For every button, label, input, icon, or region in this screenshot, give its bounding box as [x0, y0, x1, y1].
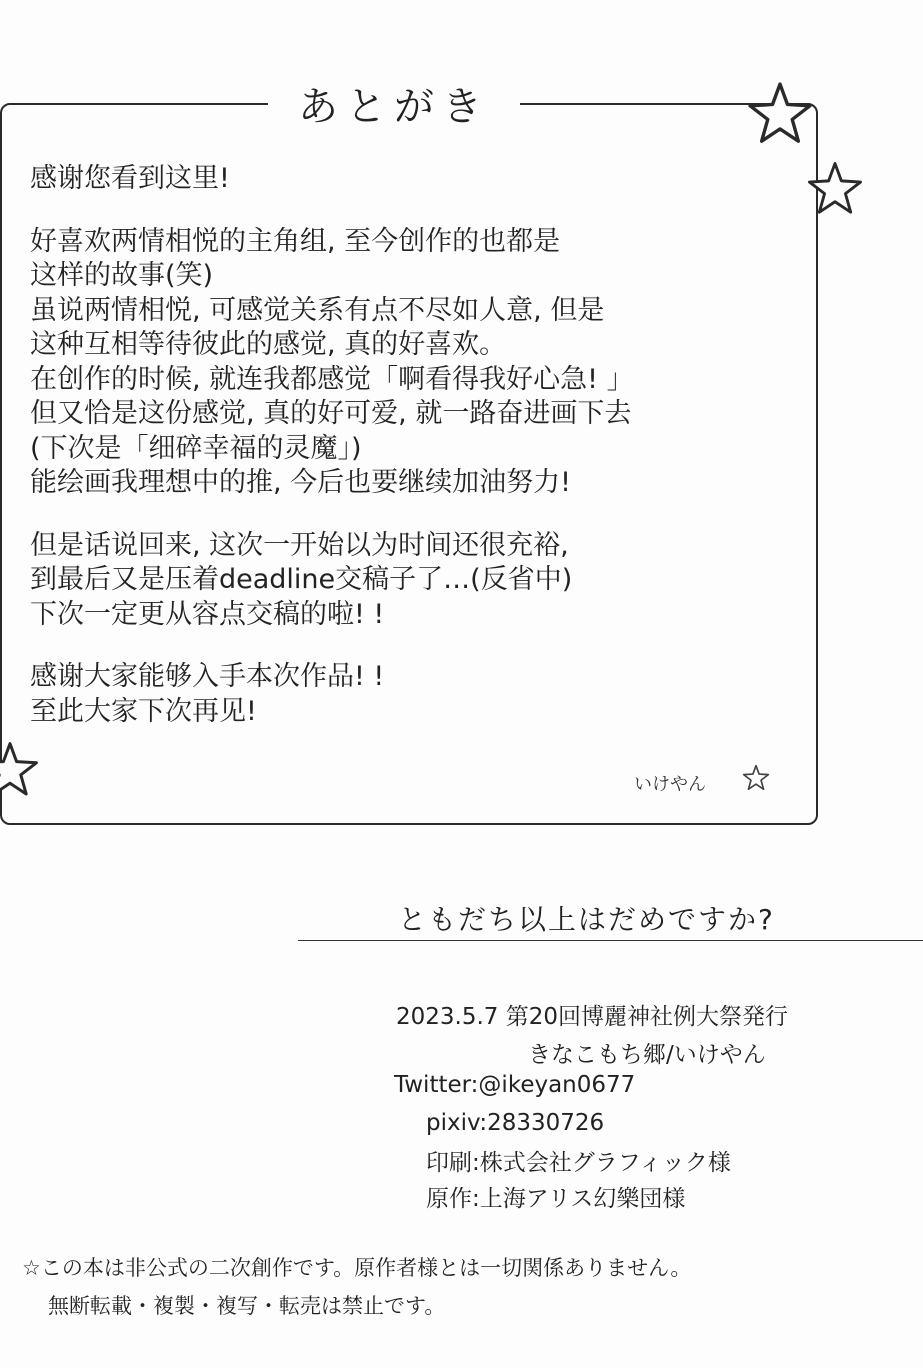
blank-line: [30, 632, 810, 660]
star-icon: [0, 740, 40, 800]
body-line: 虽说两情相悦, 可感觉关系有点不尽如人意, 但是: [30, 294, 605, 326]
blank-line: [30, 197, 810, 225]
signature: [634, 770, 706, 796]
colophon-twitter: Twitter:@ikeyan0677: [394, 1072, 636, 1098]
colophon-date-event: 2023.5.7 第20回博麗神社例大祭発行: [396, 1004, 788, 1030]
body-line: 好喜欢两情相悦的主角组, 至今创作的也都是: [30, 225, 561, 257]
title-underline: [298, 940, 923, 941]
colophon-pixiv: pixiv:28330726: [426, 1110, 605, 1136]
body-line: 感谢大家能够入手本次作品! !: [30, 661, 385, 692]
afterword-body: [30, 162, 810, 729]
book-title: ともだち以上はだめですか?: [398, 903, 775, 936]
no-reproduction-notice: 無断転載・複製・複写・転売は禁止です。: [48, 1294, 446, 1318]
heading-wrap: [268, 72, 520, 134]
disclaimer-notice: ☆この本は非公式の二次創作です。原作者様とは一切関係ありません。: [22, 1256, 692, 1280]
body-line: 下次一定更从容点交稿的啦! !: [30, 598, 385, 630]
star-icon: [746, 80, 814, 148]
colophon-circle: きなこもち郷/いけやん: [528, 1042, 766, 1068]
body-line: (下次是「细碎幸福的灵魔」): [30, 432, 362, 464]
body-line: 这样的故事(笑): [30, 260, 214, 291]
body-line: 到最后又是压着deadline交稿子了…(反省中): [30, 564, 573, 595]
signature-text: いけやん: [634, 774, 706, 795]
body-line: 但是话说回来, 这次一开始以为时间还很充裕,: [30, 529, 569, 561]
star-icon: [806, 160, 864, 218]
body-line: 这种互相等待彼此的感觉, 真的好喜欢。: [30, 329, 507, 360]
body-line: 感谢您看到这里!: [30, 163, 230, 194]
body-line: 至此大家下次再见!: [30, 695, 257, 727]
body-line: 能绘画我理想中的推, 今后也要继续加油努力!: [30, 467, 571, 498]
body-line: 但又恰是这份感觉, 真的好可爱, 就一路奋进画下去: [30, 398, 632, 429]
colophon-original: 原作:上海アリス幻樂団様: [426, 1186, 686, 1212]
colophon-printing: 印刷:株式会社グラフィック様: [426, 1150, 731, 1176]
body-line: 在创作的时候, 就连我都感觉「啊看得我好心急! 」: [30, 363, 634, 395]
small-star-icon: [742, 764, 770, 792]
afterword-heading: あとがき: [298, 83, 490, 130]
blank-line: [30, 501, 810, 529]
